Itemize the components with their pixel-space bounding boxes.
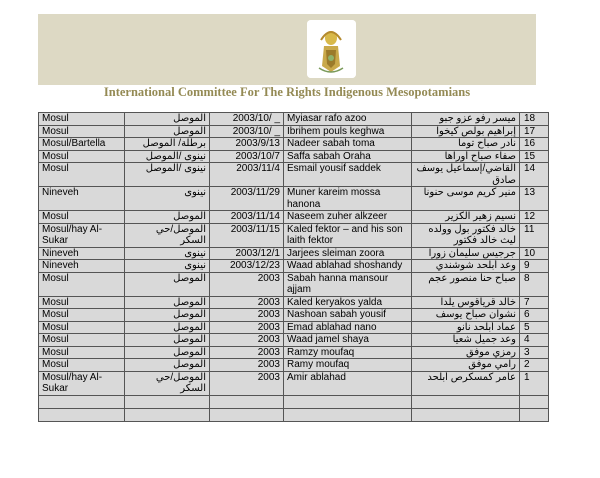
place-cell: Mosul xyxy=(39,334,125,347)
name-arabic-cell: نادر صباح توما xyxy=(412,138,520,151)
place-arabic-cell: الموصل xyxy=(125,272,210,296)
place-cell: Mosul/hay Al-Sukar xyxy=(39,223,125,247)
place-cell: Mosul xyxy=(39,125,125,138)
place-arabic-cell: نينوى xyxy=(125,260,210,273)
records-table xyxy=(38,112,549,422)
row-number-cell: 16 xyxy=(520,138,549,151)
row-number-cell: 4 xyxy=(520,334,549,347)
place-cell: Nineveh xyxy=(39,247,125,260)
name-cell: Sabah hanna mansour ajjam xyxy=(284,272,412,296)
empty-cell xyxy=(210,408,284,421)
row-number-cell: 10 xyxy=(520,247,549,260)
row-number-cell: 8 xyxy=(520,272,549,296)
place-cell: Nineveh xyxy=(39,187,125,211)
empty-cell xyxy=(520,395,549,408)
empty-cell xyxy=(39,395,125,408)
organization-logo xyxy=(307,20,356,78)
table-row xyxy=(39,359,549,372)
table-row xyxy=(39,334,549,347)
name-arabic-cell: نشوان صباح يوسف xyxy=(412,309,520,322)
place-arabic-cell: الموصل xyxy=(125,296,210,309)
name-cell: Amir ablahad xyxy=(284,371,412,395)
place-arabic-cell: نينوى xyxy=(125,247,210,260)
name-arabic-cell: رامي موفق xyxy=(412,359,520,372)
date-cell: 2003/10/ _ xyxy=(210,113,284,126)
place-cell: Mosul/Bartella xyxy=(39,138,125,151)
name-cell: Waad ablahad shoshandy xyxy=(284,260,412,273)
name-arabic-cell: وعد جميل شعيا xyxy=(412,334,520,347)
date-cell: 2003 xyxy=(210,321,284,334)
name-cell: Emad ablahad nano xyxy=(284,321,412,334)
name-arabic-cell: القاضي/إسماعيل يوسف صادق xyxy=(412,163,520,187)
table-row xyxy=(39,309,549,322)
row-number-cell: 13 xyxy=(520,187,549,211)
table-row xyxy=(39,163,549,187)
name-cell: Naseem zuher alkzeer xyxy=(284,211,412,224)
date-cell: 2003/11/15 xyxy=(210,223,284,247)
name-arabic-cell: ميسر رفو عزو جبو xyxy=(412,113,520,126)
name-cell: Myiasar rafo azoo xyxy=(284,113,412,126)
place-arabic-cell: الموصل xyxy=(125,309,210,322)
name-arabic-cell: وعد أبلحد شوشندي xyxy=(412,260,520,273)
name-arabic-cell: نسيم زهير الكزير xyxy=(412,211,520,224)
empty-cell xyxy=(412,395,520,408)
place-arabic-cell: الموصل/حي السكر xyxy=(125,223,210,247)
table-row xyxy=(39,272,549,296)
date-cell: 2003 xyxy=(210,334,284,347)
name-cell: Kaled fektor – and his son laith fektor xyxy=(284,223,412,247)
name-arabic-cell: خالد قرياقوس يلدا xyxy=(412,296,520,309)
empty-cell xyxy=(39,408,125,421)
name-cell: Nashoan sabah yousif xyxy=(284,309,412,322)
empty-cell xyxy=(125,408,210,421)
empty-cell xyxy=(284,408,412,421)
name-arabic-cell: رمزي موفق xyxy=(412,346,520,359)
place-arabic-cell: نينوى xyxy=(125,187,210,211)
place-cell: Mosul xyxy=(39,211,125,224)
row-number-cell: 14 xyxy=(520,163,549,187)
date-cell: 2003 xyxy=(210,272,284,296)
row-number-cell: 15 xyxy=(520,150,549,163)
name-cell: Kaled keryakos yalda xyxy=(284,296,412,309)
row-number-cell: 9 xyxy=(520,260,549,273)
place-arabic-cell: نينوى /الموصل xyxy=(125,163,210,187)
header-banner xyxy=(38,14,536,85)
row-number-cell: 17 xyxy=(520,125,549,138)
date-cell: 2003 xyxy=(210,309,284,322)
place-arabic-cell: الموصل xyxy=(125,211,210,224)
place-cell: Mosul/hay Al-Sukar xyxy=(39,371,125,395)
place-cell: Nineveh xyxy=(39,260,125,273)
row-number-cell: 5 xyxy=(520,321,549,334)
table-row xyxy=(39,260,549,273)
place-cell: Mosul xyxy=(39,309,125,322)
name-cell: Waad jamel shaya xyxy=(284,334,412,347)
row-number-cell: 3 xyxy=(520,346,549,359)
table-row xyxy=(39,113,549,126)
table-row xyxy=(39,223,549,247)
place-cell: Mosul xyxy=(39,346,125,359)
row-number-cell: 1 xyxy=(520,371,549,395)
row-number-cell: 6 xyxy=(520,309,549,322)
row-number-cell: 11 xyxy=(520,223,549,247)
name-arabic-cell: خالد فكتور بول وولده ليث خالد فكتور xyxy=(412,223,520,247)
date-cell: 2003/12/23 xyxy=(210,260,284,273)
empty-table-row xyxy=(39,408,549,421)
table-row xyxy=(39,346,549,359)
place-arabic-cell: الموصل xyxy=(125,359,210,372)
table-row xyxy=(39,371,549,395)
table-row xyxy=(39,211,549,224)
empty-cell xyxy=(125,395,210,408)
name-cell: Ramy moufaq xyxy=(284,359,412,372)
name-arabic-cell: إبراهيم بولص كيخوا xyxy=(412,125,520,138)
date-cell: 2003/9/13 xyxy=(210,138,284,151)
logo-emblem-icon xyxy=(307,20,356,78)
date-cell: 2003/11/4 xyxy=(210,163,284,187)
name-cell: Ramzy moufaq xyxy=(284,346,412,359)
empty-cell xyxy=(520,408,549,421)
table-row xyxy=(39,247,549,260)
name-cell: Ibrihem pouls keghwa xyxy=(284,125,412,138)
empty-table-row xyxy=(39,395,549,408)
place-cell: Mosul xyxy=(39,272,125,296)
place-cell: Mosul xyxy=(39,163,125,187)
name-arabic-cell: منير كريم موسى حنونا xyxy=(412,187,520,211)
name-arabic-cell: عماد أبلحد نانو xyxy=(412,321,520,334)
row-number-cell: 18 xyxy=(520,113,549,126)
empty-cell xyxy=(412,408,520,421)
name-cell: Esmail yousif saddek xyxy=(284,163,412,187)
table-row xyxy=(39,296,549,309)
name-arabic-cell: صباح حنا منصور عجم xyxy=(412,272,520,296)
date-cell: 2003 xyxy=(210,359,284,372)
place-arabic-cell: الموصل xyxy=(125,346,210,359)
place-arabic-cell: نينوى /الموصل xyxy=(125,150,210,163)
row-number-cell: 2 xyxy=(520,359,549,372)
name-arabic-cell: عامر كمسكرص أبلحد xyxy=(412,371,520,395)
date-cell: 2003 xyxy=(210,371,284,395)
name-arabic-cell: صفاء صباح أوراها xyxy=(412,150,520,163)
table-row xyxy=(39,125,549,138)
place-cell: Mosul xyxy=(39,296,125,309)
place-cell: Mosul xyxy=(39,150,125,163)
place-cell: Mosul xyxy=(39,321,125,334)
date-cell: 2003/10/ _ xyxy=(210,125,284,138)
row-number-cell: 12 xyxy=(520,211,549,224)
place-cell: Mosul xyxy=(39,113,125,126)
place-arabic-cell: الموصل xyxy=(125,125,210,138)
name-cell: Nadeer sabah toma xyxy=(284,138,412,151)
table-row xyxy=(39,150,549,163)
date-cell: 2003/11/29 xyxy=(210,187,284,211)
place-arabic-cell: الموصل xyxy=(125,321,210,334)
organization-title: International Committee For The Rights Indigenous Mesopotamians xyxy=(103,85,471,99)
name-cell: Jarjees sleiman zoora xyxy=(284,247,412,260)
table-row xyxy=(39,187,549,211)
empty-cell xyxy=(284,395,412,408)
table-row xyxy=(39,138,549,151)
table-row xyxy=(39,321,549,334)
date-cell: 2003/12/1 xyxy=(210,247,284,260)
empty-cell xyxy=(210,395,284,408)
name-cell: Saffa sabah Oraha xyxy=(284,150,412,163)
date-cell: 2003/11/14 xyxy=(210,211,284,224)
date-cell: 2003 xyxy=(210,296,284,309)
place-cell: Mosul xyxy=(39,359,125,372)
place-arabic-cell: برطلة/ الموصل xyxy=(125,138,210,151)
place-arabic-cell: الموصل xyxy=(125,334,210,347)
place-arabic-cell: الموصل xyxy=(125,113,210,126)
name-cell: Muner kareim mossa hanona xyxy=(284,187,412,211)
row-number-cell: 7 xyxy=(520,296,549,309)
date-cell: 2003/10/7 xyxy=(210,150,284,163)
place-arabic-cell: الموصل/حي السكر xyxy=(125,371,210,395)
date-cell: 2003 xyxy=(210,346,284,359)
name-arabic-cell: جرجيس سليمان زورا xyxy=(412,247,520,260)
